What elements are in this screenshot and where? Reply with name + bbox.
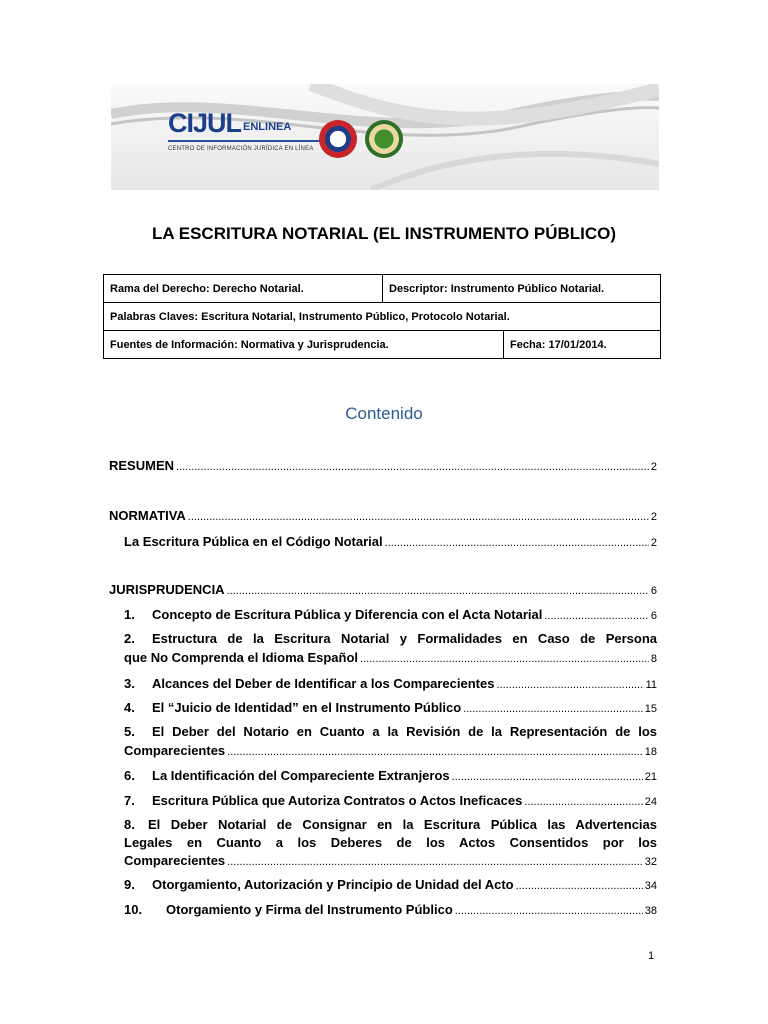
toc-number: 8. xyxy=(124,817,135,832)
header-banner xyxy=(111,84,659,190)
palabras-claves-cell: Palabras Claves: Escritura Notarial, Instrumento Público, Protocolo Notarial. xyxy=(104,303,661,331)
toc-leader xyxy=(544,610,649,622)
toc-leader xyxy=(360,653,649,665)
toc-number: 7. xyxy=(124,793,135,808)
toc-entry-j8-line2[interactable] xyxy=(124,835,657,850)
toc-label: La Identificación del Compareciente Extranjeros xyxy=(152,768,450,783)
toc-leader xyxy=(227,856,643,868)
toc-label: La Escritura Pública en el Código Notarial xyxy=(124,534,383,549)
toc-label: Estructura de la Escritura Notarial y Formalidades en Caso de Persona xyxy=(152,631,657,646)
toc-label: NORMATIVA xyxy=(109,508,186,523)
toc-page: 15 xyxy=(644,703,657,715)
toc-number: 5. xyxy=(124,724,135,739)
contents-heading: Contenido xyxy=(345,404,423,423)
toc-leader xyxy=(524,796,642,808)
toc-leader xyxy=(227,585,649,597)
cijul-logo xyxy=(168,108,291,139)
toc-entry-jurisprudencia[interactable] xyxy=(109,582,657,597)
toc-number: 6. xyxy=(124,768,135,783)
toc-label: Otorgamiento, Autorización y Principio de Unidad del Acto xyxy=(152,877,514,892)
toc-entry-resumen[interactable] xyxy=(109,458,657,473)
toc-entry-j7[interactable] xyxy=(124,793,657,808)
toc-entry-j8-line1[interactable] xyxy=(124,817,657,832)
toc-label: El Deber del Notario en Cuanto a la Revisión de la Representación de los xyxy=(152,724,657,739)
toc-entry-j5-line2[interactable] xyxy=(124,743,657,758)
toc-number: 2. xyxy=(124,631,135,646)
toc-label: El “Juicio de Identidad” en el Instrumento Público xyxy=(152,700,462,715)
toc-number: 9. xyxy=(124,877,135,892)
fuentes-cell: Fuentes de Información: Normativa y Jurisprudencia. xyxy=(104,331,504,359)
logo-underline xyxy=(168,140,320,142)
descriptor-cell: Descriptor: Instrumento Público Notarial. xyxy=(383,275,661,303)
toc-leader xyxy=(188,511,649,523)
toc-label: RESUMEN xyxy=(109,458,175,473)
toc-page: 11 xyxy=(645,679,657,691)
toc-page: 2 xyxy=(650,537,657,549)
toc-entry-j5-line1[interactable] xyxy=(124,724,657,739)
document-title: LA ESCRITURA NOTARIAL (EL INSTRUMENTO PÚBLICO) xyxy=(151,224,617,243)
toc-leader xyxy=(516,880,643,892)
toc-entry-j3[interactable] xyxy=(124,676,657,691)
toc-label: Comparecientes xyxy=(124,853,226,868)
info-table xyxy=(103,274,661,359)
toc-label: Otorgamiento y Firma del Instrumento Público xyxy=(166,902,453,917)
toc-entry-j4[interactable] xyxy=(124,700,657,715)
toc-page: 38 xyxy=(644,905,657,917)
toc-page: 8 xyxy=(650,653,657,665)
toc-number: 3. xyxy=(124,676,135,691)
rama-cell: Rama del Derecho: Derecho Notarial. xyxy=(104,275,383,303)
toc-page: 34 xyxy=(644,880,657,892)
toc-page: 21 xyxy=(644,771,657,783)
toc-entry-normativa[interactable] xyxy=(109,508,657,523)
logo-main-text: CIJUL xyxy=(168,108,242,138)
toc-page: 2 xyxy=(650,461,657,473)
faculty-seal-icon xyxy=(365,120,403,158)
toc-label: Escritura Pública que Autoriza Contratos o Actos Ineficaces xyxy=(152,793,523,808)
toc-number: 10. xyxy=(124,902,143,917)
toc-number: 1. xyxy=(124,607,135,622)
toc-number: 4. xyxy=(124,700,135,715)
toc-entry-normativa-1[interactable] xyxy=(124,534,657,549)
toc-leader xyxy=(385,537,649,549)
toc-label: que No Comprenda el Idioma Español xyxy=(124,650,359,665)
toc-label: El Deber Notarial de Consignar en la Escritura Pública las Advertencias xyxy=(148,817,657,832)
toc-page: 24 xyxy=(644,796,657,808)
toc-entry-j2-line1[interactable] xyxy=(124,631,657,646)
toc-page: 32 xyxy=(644,856,657,868)
toc-entry-j8-line3[interactable] xyxy=(124,853,657,868)
toc-label: Comparecientes xyxy=(124,743,226,758)
toc-leader xyxy=(496,679,643,691)
logo-caption: CENTRO DE INFORMACIÓN JURÍDICA EN LÍNEA xyxy=(168,146,314,152)
toc-label: Legales en Cuanto a los Deberes de los Actos Consentidos por los xyxy=(124,835,657,850)
toc-entry-j6[interactable] xyxy=(124,768,657,783)
toc-page: 6 xyxy=(650,610,657,622)
university-seal-icon xyxy=(319,120,357,158)
toc-page: 2 xyxy=(650,511,657,523)
toc-entry-j10[interactable] xyxy=(124,902,657,917)
toc-page: 6 xyxy=(650,585,657,597)
toc-leader xyxy=(455,905,643,917)
toc-leader xyxy=(452,771,643,783)
toc-label: Alcances del Deber de Identificar a los Comparecientes xyxy=(152,676,495,691)
toc-leader xyxy=(463,703,643,715)
toc-leader xyxy=(176,461,649,473)
toc-page: 18 xyxy=(644,746,657,758)
toc-entry-j2-line2[interactable] xyxy=(124,650,657,665)
toc-entry-j1[interactable] xyxy=(124,607,657,622)
logo-sub-text: ENLINEA xyxy=(243,121,292,133)
toc-entry-j9[interactable] xyxy=(124,877,657,892)
toc-label: JURISPRUDENCIA xyxy=(109,582,225,597)
fecha-cell: Fecha: 17/01/2014. xyxy=(504,331,661,359)
toc-label: Concepto de Escritura Pública y Diferencia con el Acta Notarial xyxy=(152,607,543,622)
page-number: 1 xyxy=(648,950,655,962)
toc-leader xyxy=(227,746,643,758)
